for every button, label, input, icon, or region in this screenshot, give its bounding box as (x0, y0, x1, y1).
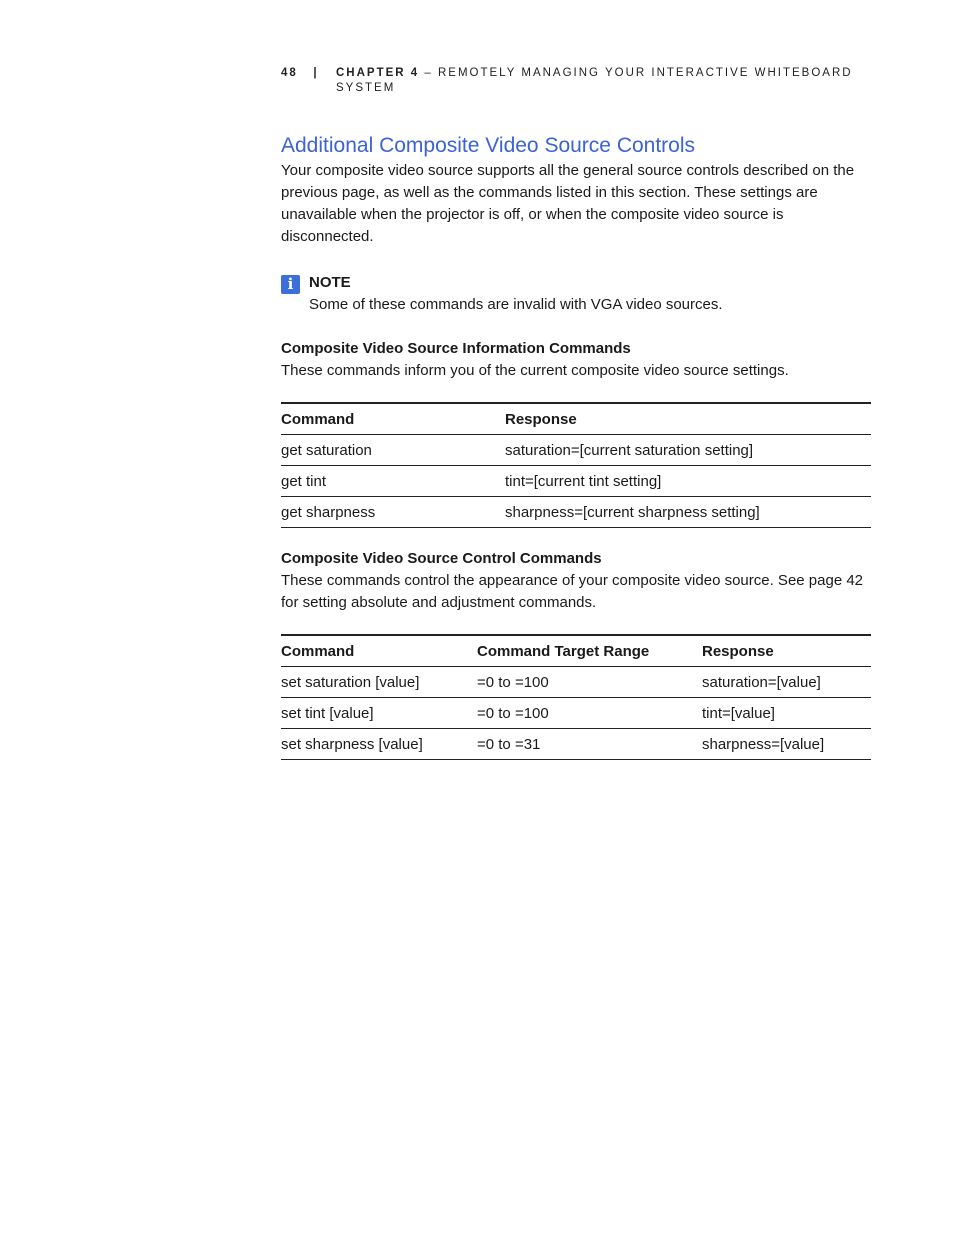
table-row (281, 497, 871, 528)
note-title: NOTE (309, 274, 351, 291)
response-cell: saturation=[current saturation setting] (505, 435, 871, 466)
page-number: 48 (281, 67, 298, 79)
range-cell: =0 to =31 (477, 729, 702, 760)
command-cell: set tint [value] (281, 698, 477, 729)
page-header (281, 66, 871, 94)
section-title: Additional Composite Video Source Controls (281, 134, 696, 157)
main-content (281, 132, 871, 760)
command-cell: set sharpness [value] (281, 729, 477, 760)
response-cell: tint=[value] (702, 698, 871, 729)
command-cell: get sharpness (281, 497, 505, 528)
control-commands-table (281, 634, 871, 760)
control-commands-heading: Composite Video Source Control Commands (281, 550, 602, 567)
command-cell: set saturation [value] (281, 667, 477, 698)
chapter-title (336, 66, 866, 96)
note-box (281, 272, 871, 316)
response-cell: sharpness=[value] (702, 729, 871, 760)
table-row (281, 466, 871, 497)
page-number-group (281, 66, 336, 81)
command-cell: get tint (281, 466, 505, 497)
column-header-target-range: Command Target Range (477, 635, 702, 667)
command-cell: get saturation (281, 435, 505, 466)
table-row (281, 729, 871, 760)
chapter-title-line1: – REMOTELY MANAGING YOUR INTERACTIVE WHITEBOARD (424, 67, 853, 79)
column-header-response: Response (505, 403, 871, 435)
response-cell: sharpness=[current sharpness setting] (505, 497, 871, 528)
response-cell: saturation=[value] (702, 667, 871, 698)
response-cell: tint=[current tint setting] (505, 466, 871, 497)
column-header-response: Response (702, 635, 871, 667)
info-commands-description: These commands inform you of the current composite video source settings. (281, 362, 789, 379)
chapter-title-line2: SYSTEM (336, 82, 396, 94)
column-header-command: Command (281, 403, 505, 435)
header-separator: | (313, 67, 319, 79)
range-cell: =0 to =100 (477, 698, 702, 729)
info-icon: i (281, 275, 300, 294)
control-commands-description: These commands control the appearance of your composite video source. See page 42 for setting absolute and adjustment commands. (281, 572, 864, 611)
table-header-row (281, 635, 871, 667)
info-commands-table (281, 402, 871, 528)
note-text: Some of these commands are invalid with VGA video sources. (309, 296, 723, 313)
table-row (281, 435, 871, 466)
info-commands-heading: Composite Video Source Information Commands (281, 340, 631, 357)
table-row (281, 698, 871, 729)
section-intro: Your composite video source supports all the general source controls described on the previous page, as well as the commands listed in this section. These settings are unavailable when the projector is off, or when the composite video source is disconnected. (281, 162, 855, 245)
column-header-command: Command (281, 635, 477, 667)
chapter-label: CHAPTER 4 (336, 67, 420, 79)
table-row (281, 667, 871, 698)
table-header-row (281, 403, 871, 435)
range-cell: =0 to =100 (477, 667, 702, 698)
